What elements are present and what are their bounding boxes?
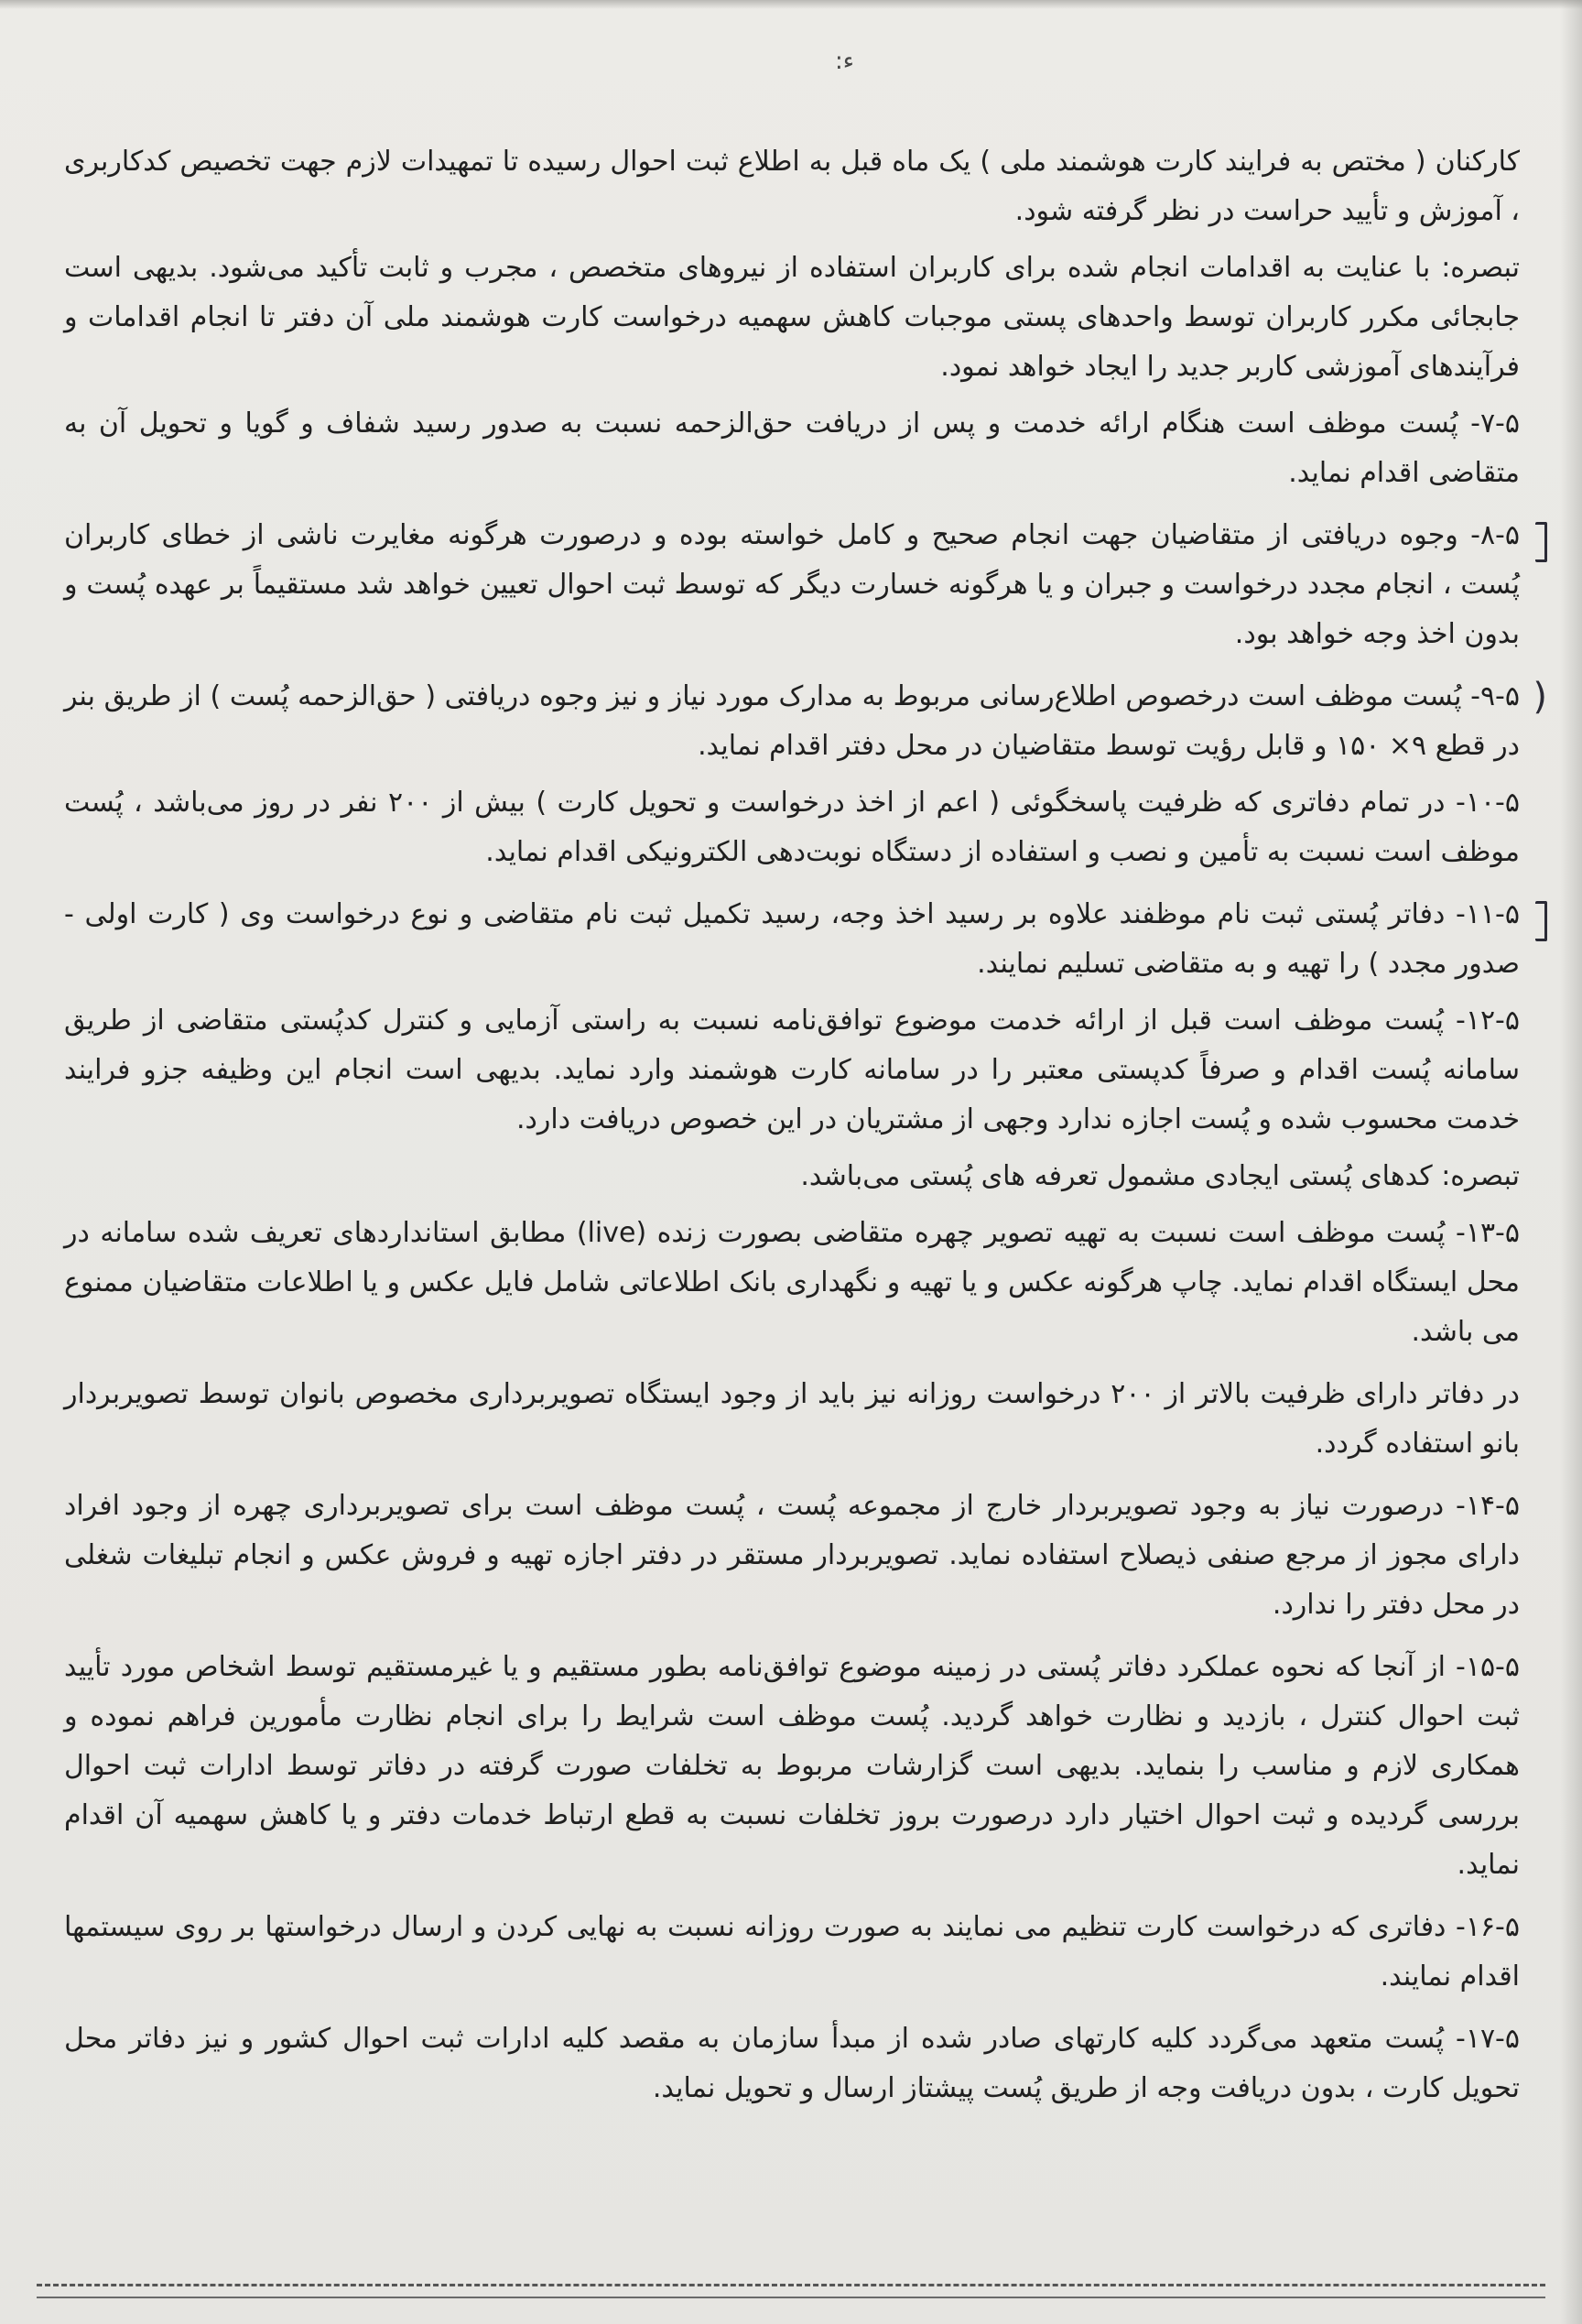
paragraph-5-13: ۱۳-۵- پُست موظف است نسبت به تهیه تصویر چهره متقاضی بصورت زنده (live) مطابق استانداردهای تعریف شده سامانه در محل ایستگاه اقدام نماید. چاپ هرگونه عکس و یا تهیه و نگهداری بانک اطلاعاتی شامل فایل عکس و یا اطلاعات متقاضیان ممنوع می باشد.	[64, 1217, 1520, 1348]
paragraph-5-7: ۷-۵- پُست موظف است هنگام ارائه خدمت و پس از دریافت حق‌الزحمه نسبت به صدور رسید شفاف و گویا و تحویل آن به متقاضی اقدام نماید.	[64, 407, 1520, 489]
bottom-dashed-rule	[37, 2284, 1545, 2286]
paragraph-5-12: ۱۲-۵- پُست موظف است قبل از ارائه خدمت موضوع توافق‌نامه نسبت به راستی آزمایی و کنترل کدپُستی متقاضی از طریق سامانه پُست اقدام و صرفاً کدپستی معتبر را در سامانه کارت هوشمند وارد نماید. بدیهی است انجام این وظیفه جزو فرایند خدمت محسوب شده و پُست اجازه ندارد وجهی از مشتریان در این خصوص دریافت دارد.	[64, 1005, 1520, 1135]
annotated-block-5-9	[64, 672, 1547, 771]
paragraph-5-15: ۱۵-۵- از آنجا که نحوه عملکرد دفاتر پُستی در زمینه موضوع توافق‌نامه بطور مستقیم و یا غیرمستقیم توسط اشخاص مورد تأیید ثبت احوال کنترل ، بازدید و نظارت خواهد گردید. پُست موظف است شرایط را برای انجام نظارت مأمورین فراهم نموده و همکاری لازم و مناسب را بنماید. بدیهی است گزارشات مربوط به تخلفات صورت گرفته در دفاتر توسط ادارات ثبت احوال بررسی گردیده و ثبت احوال اختیار دارد درصورت بروز تخلفات نسبت به قطع ارتباط خدمات دفتر و یا کاهش سهمیه آن اقدام نماید.	[64, 1651, 1520, 1881]
paragraph-5-16: ۱۶-۵- دفاتری که درخواست کارت تنظیم می نمایند به صورت روزانه نسبت به نهایی کردن و ارسال درخواستها بر روی سیستمها اقدام نمایند.	[64, 1911, 1520, 1993]
page-top-mark: ء:	[835, 48, 854, 75]
paragraph-5-17: ۱۷-۵- پُست متعهد می‌گردد کلیه کارتهای صادر شده از مبدأ سازمان به مقصد کلیه ادارات ثبت احوال کشور و نیز دفاتر محل تحویل کارت ، بدون دریافت وجه از طریق پُست پیشتاز ارسال و تحویل نماید.	[64, 2023, 1520, 2104]
annotated-block-5-11	[64, 890, 1520, 989]
paragraph-5-10: ۱۰-۵- در تمام دفاتری که ظرفیت پاسخگوئی ( اعم از اخذ درخواست و تحویل کارت ) بیش از ۲۰۰ نفر در روز می‌باشد ، پُست موظف است نسبت به تأمین و نصب و استفاده از دستگاه نوبت‌دهی الکترونیکی اقدام نماید.	[64, 787, 1520, 868]
paragraph-note-postal-codes: تبصره: کدهای پُستی ایجادی مشمول تعرفه های پُستی می‌باشد.	[800, 1160, 1520, 1192]
paragraph-women-photography: در دفاتر دارای ظرفیت بالاتر از ۲۰۰ درخواست روزانه نیز باید از وجود ایستگاه تصویربرداری مخصوص بانوان توسط تصویربردار بانو استفاده گردد.	[64, 1378, 1520, 1460]
paragraph-staff-intro: کارکنان ( مختص به فرایند کارت هوشمند ملی ) یک ماه قبل به اطلاع ثبت احوال رسیده تا تمهیدات لازم جهت تخصیص کدکاربری ، آموزش و تأیید حراست در نظر گرفته شود.	[64, 146, 1520, 227]
paragraph-5-8: ۸-۵- وجوه دریافتی از متقاضیان جهت انجام صحیح و کامل خواسته بوده و درصورت هرگونه مغایرت ناشی از خطای کاربران پُست ، انجام مجدد درخواست و جبران و یا هرگونه خسارت دیگر که توسط ثبت احوال تعیین خواهد شد مستقیماً بر عهده پُست و بدون اخذ وجه خواهد بود.	[64, 519, 1520, 650]
bottom-solid-rule	[37, 2297, 1545, 2298]
handwritten-paren-mark: (	[1533, 676, 1547, 718]
paragraph-5-11: ۱۱-۵- دفاتر پُستی ثبت نام موظفند علاوه بر رسید اخذ وجه، رسید تکمیل ثبت نام متقاضی و نوع درخواست وی ( کارت اولی - صدور مجدد ) را تهیه و به متقاضی تسلیم نمایند.	[64, 898, 1520, 980]
page-bottom-rules	[37, 2280, 1545, 2308]
paragraph-note-staff-stability: تبصره: با عنایت به اقدامات انجام شده برای کاربران استفاده از نیروهای متخصص ، مجرب و ثابت تأکید می‌شود. بدیهی است جابجائی مکرر کاربران توسط واحدهای پستی موجبات کاهش سهمیه درخواست کارت هوشمند ملی آن دفتر تا انجام اقدامات و فرآیندهای آموزشی کاربر جدید را ایجاد خواهد نمود.	[64, 252, 1520, 383]
annotated-block-5-8	[64, 511, 1520, 659]
page-top-edge	[0, 0, 1582, 9]
document-body	[64, 137, 1547, 2121]
paragraph-5-14: ۱۴-۵- درصورت نیاز به وجود تصویربردار خارج از مجموعه پُست ، پُست موظف است برای تصویربرداری چهره از وجود افراد دارای مجوز از مرجع صنفی ذیصلاح استفاده نماید. تصویربردار مستقر در دفتر اجازه تهیه و فروش عکس و انجام تبلیغات شغلی در محل دفتر را ندارد.	[64, 1490, 1520, 1621]
page-fold-shadow	[1560, 0, 1582, 2324]
paragraph-5-9: ۹-۵- پُست موظف است درخصوص اطلاع‌رسانی مربوط به مدارک مورد نیاز و نیز وجوه دریافتی ( حق‌الزحمه پُست ) از طریق بنر در قطع ۹× ۱۵۰ و قابل رؤیت توسط متقاضیان در محل دفتر اقدام نماید.	[64, 680, 1520, 762]
